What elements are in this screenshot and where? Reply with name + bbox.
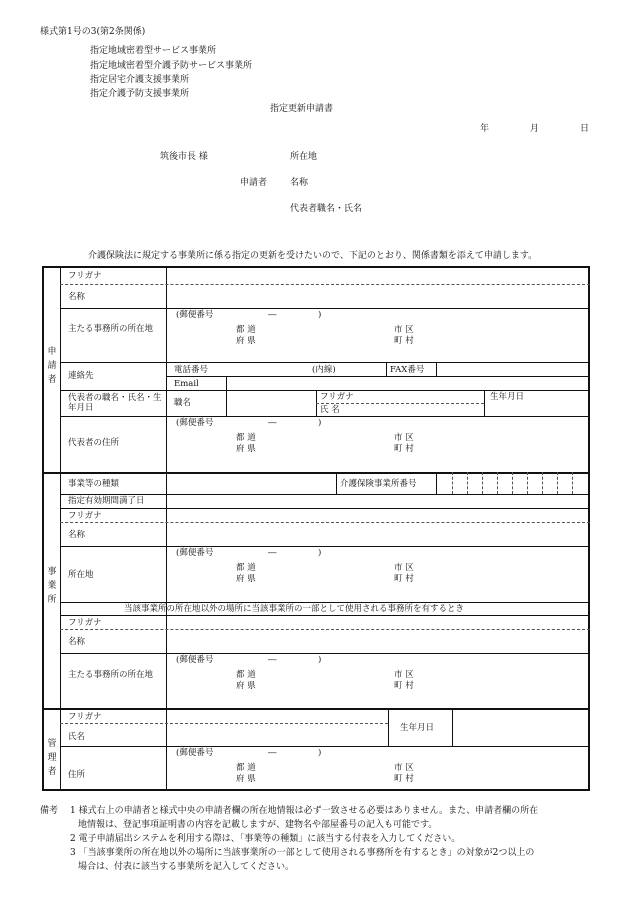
cell-divider (386, 362, 387, 376)
field-column-line (166, 266, 167, 791)
todo-label: 都 道 (236, 433, 256, 443)
postal-dash: ― (268, 548, 277, 558)
postal-label: (郵便番号 (176, 548, 214, 558)
row-divider (166, 376, 590, 377)
row-divider (60, 508, 590, 509)
postal-label: (郵便番号 (176, 655, 214, 665)
cell-divider (436, 362, 437, 376)
insurance-number-label: 介護保険事業所番号 (340, 479, 417, 489)
manager-birth-label: 生年月日 (400, 723, 435, 733)
row-divider (60, 362, 590, 363)
row-divider (60, 494, 590, 495)
addressee-4: 指定介護予防支援事業所 (90, 89, 190, 99)
note-line: 2 電子申請届出システムを利用する際は、「事業等の種類」に該当する付表を入力してください。 (70, 834, 461, 844)
digit-divider (482, 472, 483, 494)
todo-label: 都 道 (236, 670, 256, 680)
choson-label: 町 村 (394, 574, 414, 584)
cell-divider (226, 376, 227, 390)
application-table (42, 266, 590, 791)
choson-label: 町 村 (394, 444, 414, 454)
section-label-office: 事業所 (47, 567, 57, 605)
main-office-label: 主たる事務所の所在地 (68, 670, 154, 680)
postal-close: ) (318, 748, 322, 758)
fuken-label: 府 県 (236, 336, 256, 346)
intro-text: 介護保険法に規定する事業所に係る指定の更新を受けたいので、下記のとおり、関係書類を添えて申請します。 (88, 251, 538, 261)
addressee-2: 指定地域密着型介護予防サービス事業所 (90, 61, 253, 71)
dashed-divider (60, 629, 590, 630)
location-label: 所在地 (68, 570, 94, 580)
choson-label: 町 村 (394, 681, 414, 691)
notes-label: 備考 (40, 806, 59, 816)
label-column-line (60, 266, 61, 791)
digit-divider (542, 472, 543, 494)
shiku-label: 市 区 (394, 325, 414, 335)
cell-divider (388, 708, 389, 746)
row-divider (60, 602, 590, 603)
other-office-heading: 当該事業所の所在地以外の場所に当該事業所の一部として使用される事務所を有するとき (124, 604, 465, 614)
digit-divider (527, 472, 528, 494)
note-line: 1 様式右上の申請者と様式中央の申請者欄の所在地情報は必ず一致させる必要はありません。また、申請者欄の所在 (70, 806, 539, 816)
fuken-label: 府 県 (236, 574, 256, 584)
postal-dash: ― (268, 418, 277, 428)
row-divider (60, 308, 590, 309)
applicant-name-label: 名称 (290, 178, 309, 188)
name-label: 名称 (68, 637, 86, 647)
rep-info-label: 代表者の職名・氏名・生年月日 (68, 393, 162, 413)
digit-divider (512, 472, 513, 494)
addressee-3: 指定居宅介護支援事業所 (90, 75, 190, 85)
digit-divider (557, 472, 558, 494)
row-divider (60, 416, 590, 417)
postal-label: (郵便番号 (176, 748, 214, 758)
business-kind-label: 事業等の種類 (68, 479, 120, 489)
postal-close: ) (318, 418, 322, 428)
todo-label: 都 道 (236, 563, 256, 573)
todo-label: 都 道 (236, 763, 256, 773)
addressee-1: 指定地域密着型サービス事業所 (90, 46, 217, 56)
ext-label: (内線) (312, 365, 336, 375)
shiku-label: 市 区 (394, 433, 414, 443)
shiku-label: 市 区 (394, 563, 414, 573)
email-label: Email (174, 379, 199, 389)
rep-shimei-label: 氏 名 (320, 405, 340, 415)
addressee-mayor: 筑後市長 様 (160, 152, 208, 162)
choson-label: 町 村 (394, 774, 414, 784)
manager-name-label: 氏名 (68, 732, 86, 742)
furigana-label: フリガナ (68, 618, 102, 628)
postal-label: (郵便番号 (176, 418, 214, 428)
note-line: 3 「当該事業所の所在地以外の場所に当該事業所の一部として使用される事務所を有するとき」の対象が2つ以上の (70, 848, 535, 858)
form-number: 様式第1号の3(第2条関係) (40, 27, 146, 37)
row-divider (60, 615, 590, 616)
shiku-label: 市 区 (394, 763, 414, 773)
rep-furigana-label: フリガナ (320, 392, 354, 402)
postal-label: (郵便番号 (176, 310, 214, 320)
applicant-label: 申請者 (240, 178, 268, 188)
cell-divider (484, 390, 485, 416)
section-divider (42, 472, 590, 474)
note-line: 場合は、付表に該当する事業所を記入してください。 (78, 862, 295, 872)
digit-divider (452, 472, 453, 494)
dashed-divider (316, 403, 484, 404)
page-title: 指定更新申請書 (270, 104, 334, 114)
postal-close: ) (318, 310, 322, 320)
rep-address-label: 代表者の住所 (68, 438, 120, 448)
name-label: 名称 (68, 292, 86, 302)
todo-label: 都 道 (236, 325, 256, 335)
furigana-label: フリガナ (68, 511, 102, 521)
choson-label: 町 村 (394, 336, 414, 346)
fuken-label: 府 県 (236, 774, 256, 784)
postal-close: ) (318, 548, 322, 558)
dashed-divider (60, 723, 388, 724)
cell-divider (226, 390, 227, 416)
main-office-label: 主たる事務所の所在地 (68, 324, 154, 334)
rep-birth-label: 生年月日 (490, 392, 525, 402)
job-title-label: 職名 (174, 398, 192, 408)
fax-label: FAX番号 (390, 365, 425, 375)
shiku-label: 市 区 (394, 670, 414, 680)
fuken-label: 府 県 (236, 681, 256, 691)
postal-dash: ― (268, 310, 277, 320)
digit-divider (467, 472, 468, 494)
date-month: 月 (530, 124, 540, 134)
applicant-address-label: 所在地 (290, 152, 318, 162)
dashed-divider (60, 284, 590, 285)
cell-divider (452, 708, 453, 746)
expiry-label: 指定有効期間満了日 (68, 496, 145, 506)
row-divider (60, 546, 590, 547)
fuken-label: 府 県 (236, 444, 256, 454)
phone-label: 電話番号 (174, 365, 209, 375)
furigana-label: フリガナ (68, 271, 102, 281)
date-day: 日 (580, 124, 590, 134)
furigana-label: フリガナ (68, 712, 102, 722)
postal-close: ) (318, 655, 322, 665)
section-divider (42, 708, 590, 710)
cell-divider (436, 472, 437, 494)
dashed-divider (60, 522, 590, 523)
applicant-rep-label: 代表者職名・氏名 (290, 204, 363, 214)
postal-dash: ― (268, 748, 277, 758)
date-year: 年 (480, 124, 490, 134)
manager-address-label: 住所 (68, 770, 86, 780)
row-divider (60, 653, 590, 654)
postal-dash: ― (268, 655, 277, 665)
contact-label: 連絡先 (68, 371, 94, 381)
digit-divider (497, 472, 498, 494)
digit-divider (572, 472, 573, 494)
section-label-applicant: 申請者 (47, 347, 57, 385)
note-line: 地情報は、登記事項証明書の内容を記載しますが、建物名や部屋番号の記入も可能です。 (78, 820, 438, 830)
section-label-manager: 管理者 (47, 739, 57, 777)
cell-divider (336, 472, 337, 494)
row-divider (60, 746, 590, 747)
row-divider (60, 390, 590, 391)
name-label: 名称 (68, 530, 86, 540)
